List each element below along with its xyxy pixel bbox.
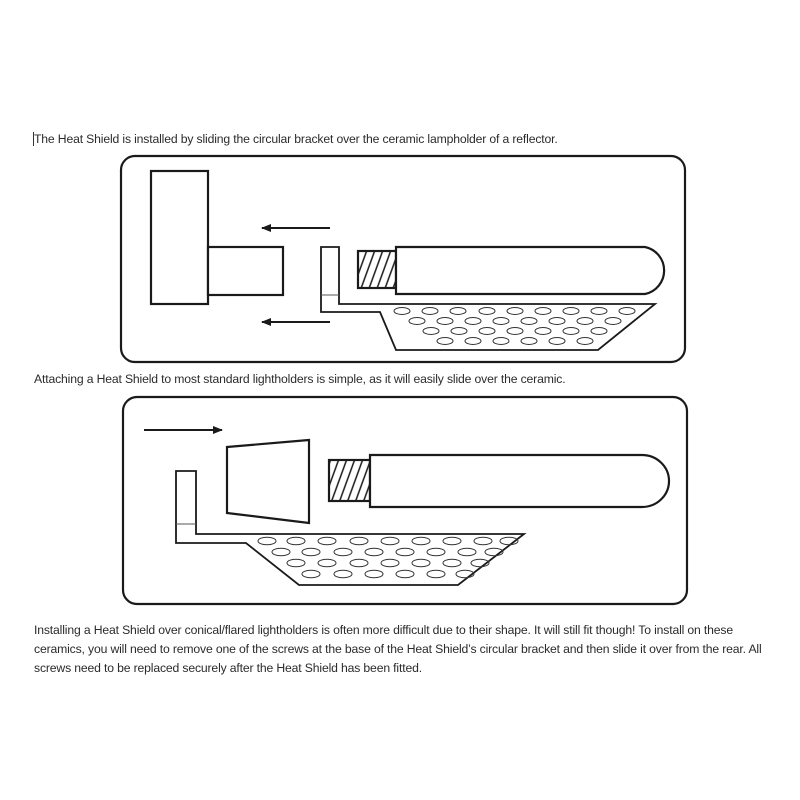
- conical-ceramic-lampholder: [227, 440, 309, 523]
- conical-caption: Installing a Heat Shield over conical/flared lightholders is often more difficult due to their shape. It will still fit though! To install on these ceramics, you will need to remove one of the screws at the base of the Heat Shield’s circular bracket and then slide it over from the rear. All screws need to be replaced securely after the Heat Shield has been fitted.: [34, 623, 762, 675]
- standard-caption: Attaching a Heat Shield to most standard lightholders is simple, as it will easily slide over the ceramic.: [34, 372, 566, 386]
- threaded-lamp-base: [329, 460, 370, 501]
- lamp-tube: [370, 455, 669, 507]
- intro-caption: The Heat Shield is installed by sliding the circular bracket over the ceramic lampholder of a reflector.: [34, 132, 558, 146]
